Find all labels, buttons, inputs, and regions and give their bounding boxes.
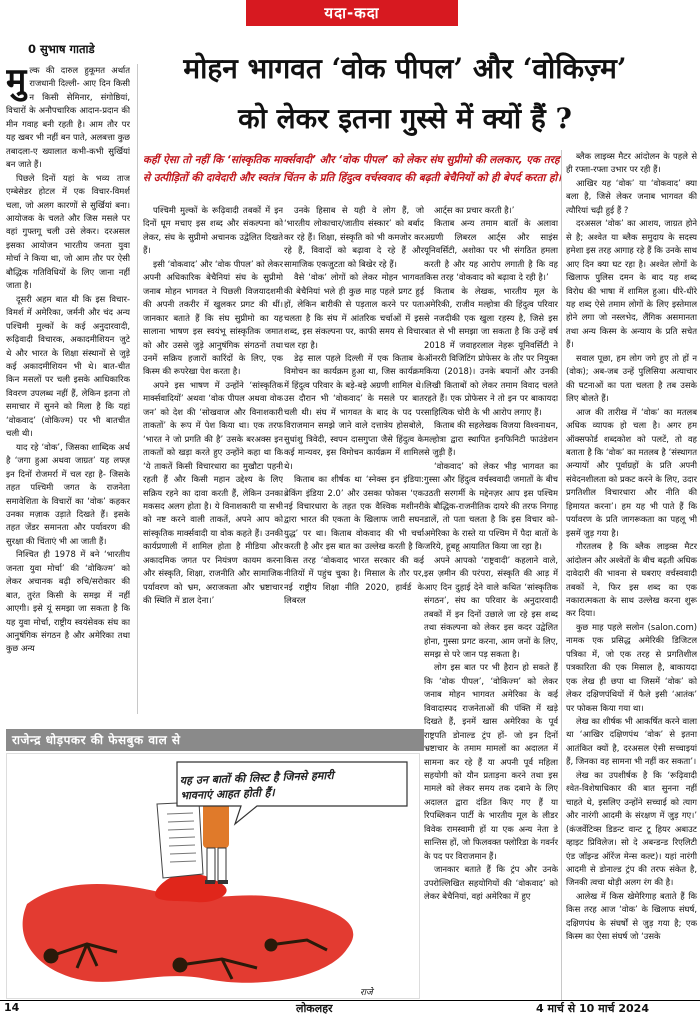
paragraph: किताब की सहलेखक विजया विश्वनाथन, मल्होत्रा द्वारा स्थापित इनफिनिटी फाउंडेशन से जुड़ी हैं। <box>424 420 558 458</box>
paragraph: आलेख में किस खेमेरिगाह बताते हैं कि किस तरह आज ‘वोक’ के खिलाफ संघर्ष, दक्षिणपंथ के संघर्षों से जुड़ गया है; एक किस्म का ऐसा संघर्ष जो ‘उसके <box>566 890 697 942</box>
paragraph: कुछ माह पहले सलोन (salon.com) नामक एक प्रसिद्ध अमेरिकी डिजिटल पत्रिका में, जो एक तरह से प्रगतिशील पत्रकारिता की एक मिसाल है, बाकायदा एक लेख ही छपा था जिसमें ‘वोक’ को लेकर दक्षिणपंथियों में फैले इसी ‘आतंक’ पर फोकस किया गया था। <box>566 621 697 713</box>
headline <box>110 44 700 144</box>
paragraph: अपने आपको ‘राष्ट्रवादी’ कहलाने वाले, इस ज़मीन की परंपरा, संस्कृति की आड़ में आए दिन दुहाई देने वाले कथित ‘सांस्कृतिक संगठन’, संघ का परिवार के अनुदारवादी तबकों में इन दिनों उछाले जा रहे इस शब्द तथा संकल्पना को लेकर इस कदर उद्वेलित होना, गुस्सा प्रगट करना, आम जनों के लिए, समझ से परे जान पड़ सकता है। <box>424 554 558 659</box>
paragraph: जानकार बताते हैं कि ट्रंप और उनके उपरोल्लिखित सहयोगियों की ‘वोकवाद’ को लेकर बेचैनियां, वहां अमेरिका में हुए <box>424 864 558 902</box>
paragraph: आज की तारीख में ‘वोक’ का मतलब अधिक व्यापक हो चला है। अगर हम ऑक्सफोर्ड शब्दकोश को पलटें, तो वह बताता है कि ‘वोक’ का मतलब है ‘संस्थागत अन्यायों और पूर्वाग्रहों के प्रति अपनी संवेदनशीलता को प्रकट करने के लिए, उदार प्रगतिशील विचारधारा और नीति की हिमायत करना’। हम यह भी पाते हैं कि पर्यावरण के प्रति जागरूकता का पहलू भी इसमें जुड़ गया है। <box>566 406 697 538</box>
paragraph: लोग इस बात पर भी हैरान हो सकते हैं कि ‘वोक पीपल’, ‘वोकिज्म’ को लेकर जनाब मोहन भागवत अमेरिका के कई विवादास्पद राजनेताओं की पंक्ति में खड़े दिखते हैं, इनमें खास अमेरिका के पूर्व राष्ट्रपति डोनाल्ड ट्रंप हों- जो इन दिनों भ्रष्टाचार के तमाम मामलों का अदालत में सामना कर रहे हैं या अपनी पूर्व महिला सहयोगी को यौन प्रताड़ना करने तथा इस मामले को लेकर समय तक दबाने के लिए अदालत द्वारा दंडित किए गए हैं या रिपब्लिकन पार्टी के भारतीय मूल के लीडर विवेक रामस्वामी हों या एक अन्य नेता डे सान्तिस हों, जो फिलवक्त फ्लोरिडा के गवर्नर के पद पर विराजमान हैं। <box>424 662 558 861</box>
publication-name: लोकलहर <box>296 1002 333 1015</box>
paragraph: इसी ‘वोकवाद’ और ‘वोक पीपल’ को लेकर अपनी अधिकारिक बेचैनियां संघ के सुप्रीमो जनाब मोहन भागवत ने पिछली विजयादशमी की अपनी तकरीर में खुलकर प्रगट की थीं। जानकार बताते हैं कि संघ सुप्रीमो का यह सालाना भाषण इस स्वयंभू सांस्कृतिक जमात को और उससे जुड़े आनुषंगिक संगठनों तथा उनमें सक्रिय हजारों कारिंदों के लिए, एक किस्म की रूपरेखा पेश करता है। <box>143 258 283 377</box>
paragraph: किताब अन्य तमाम बातों के अलावा अग्रणी लिबरल आर्ट्स और साइंस यूनिवर्सिटी, अशोका पर भी संगठित हमला करती है और यह आरोप लगाती है कि वह किस तरह ‘वोकवाद को बढ़ावा दे रही है।’ <box>424 218 558 283</box>
paragraph: आर्ट्स का प्रचार करती है।’ <box>434 205 515 215</box>
paragraph: दरअसल ‘वोक’ का आशय, जाग्रत होने से है; अश्वेत या ब्लैक समुदाय के सदस्य हमेशा इस तरह आगाह रहे हैं कि उनके साथ आए दिन क्या घट रहा है। अश्वेत लोगों के खिलाफ पुलिस दमन के बाद यह शब्द विरोध की भाषा में शामिल हुआ। धीरे-धीरे यह शब्द ऐसे तमाम लोगों के लिए इस्तेमाल होने लगा जो नस्लभेद, लैंगिक असमानता तथा अन्य किस्म के अन्याय के प्रति सचेत हैं। <box>566 218 697 350</box>
deck-text: कहीं ऐसा तो नहीं कि ‘सांस्कृतिक मार्क्सवादी’ और ‘वोक पीपल’ को लेकर संघ सुप्रीमो की ललकार, एक तरह से उत्पीड़ितों की दावेदारी और स्वतंत्र चिंतन के प्रति हिंदुत्व वर्चस्ववाद की बढ़ती बेचैनियों को ही बेपर्द करता हो। <box>143 154 562 184</box>
paragraph: याद रहे ‘वोक’, जिसका शाब्दिक अर्थ है ‘जगा हुआ अथवा जाग्रत’ यह लफ्ज़ इन दिनों रोजमर्रा में चल रहा है- जिसके तहत पश्चिमी जगत के राजनेता समावेशिता के विचारों का ‘वोक’ कहकर उनका मज़ाक उड़ाते दिखते हैं। इसके तहत जेंडर समानता और पर्यावरण की सुरक्षा की चिंताएं भी आ जाती हैं। <box>6 441 130 546</box>
paragraph: पश्चिमी मुल्कों के रूढ़िवादी तबकों में इन दिनों धूम मचाए इस शब्द और संकल्पना को लेकर, संघ के सुप्रीमो अचानक उद्वेलित दिखते हैं। <box>143 205 283 256</box>
cartoon-speech-text: यह उन बातों की लिस्ट है जिनसे हमारी भावनाएं आहत होती हैं। <box>179 768 334 803</box>
scroll-list <box>157 802 203 878</box>
paragraph: उनके हिसाब से यही वे लोग हैं, जो ‘भारतीय लोकाचार/जातीय संस्कार’ को बर्बाद कर रहे हैं। शिक्षा, संस्कृति को भी कमजोर कर रहे हैं, विवादों को बढ़ावा दे रहे हैं और सामाजिक एकजुटता को बिखेर रहे हैं। <box>284 205 424 269</box>
article-column-2 <box>143 204 283 714</box>
paragraph: लेख का उपशीर्षक है कि ‘रूढ़िवादी श्वेत-विशेषाधिकार की बात सुनना नहीं चाहते थे, इसलिए उन्होंने सच्चाई को त्याग और नारंगी आदमी के संरक्षण में जुड़ गए।’ (कंजर्वेटिव्स डिडन्ट वान्ट टू हियर अबाउट व्हाइट प्रिविलेज। सो दे अबन्डन्ड रिएलिटी एंड जॉइन्ड ऑरेंज मेन्स कल्ट)। यहां नारंगी आदमी से डोनाल्ड ट्रंप की तरफ संकेत है, जिनकी त्वचा थोड़ी अलग रंग की है। <box>566 769 697 888</box>
drop-cap: मु <box>6 64 27 101</box>
paragraph: पिछले दिनों यहां के भव्य ताज एम्बेसेडर होटल में एक विचार-विमर्श चला, जो अलग कारणों से सुर्खियां बना। आयोजक के चलते और जिस मसले पर वहां गुफ्तगू चली उसे लेकर। दरअसल इसका आयोजन भारतीय जनता युवा मोर्चा ने किया था, जो आम तौर पर ऐसी बौद्धिक गतिविधियों के लिए जाना नहीं जाता है। <box>6 172 130 291</box>
column-divider <box>561 150 562 1000</box>
author-byline: 0 सुभाष गाताडे <box>28 42 95 56</box>
paragraph: ब्लैक लाइव्स मैटर आंदोलन के पहले से ही रफ्ता-रफ्ता उभार पर रही हैं। <box>566 151 697 175</box>
paragraph: आखिर यह ‘वोक’ या ‘वोकवाद’ क्या बला है, जिसे लेकर जनाब भागवत की त्यौरियां चढ़ी हुई हैं ? <box>566 177 697 215</box>
article-column-4 <box>424 204 558 1012</box>
headline-line-2: को लेकर इतना गुस्से में क्यों हैं ? <box>238 102 572 135</box>
paragraph: ल्क की दारुल हुकूमत अर्थात राजधानी दिल्ली- आए दिन किसी न किसी सेमिनार, संगोष्ठियां, विचारों के अनौपचारिक आदान-प्रदान की मीन गवाह बनी रहती है। आम तौर पर यह खबर भी नहीं बन पाते, अलबत्ता कुछ तबादला-ए ख्यालात कभी-कभी सुर्खियां बन जाते हैं। <box>6 65 130 170</box>
paragraph: गौरतलब है कि ब्लैक लाइव्स मैटर आंदोलन और अश्वेतों के बीच बढ़ती अधिक दावेदारी की भावना से घबराए वर्चस्ववादी तबकों ने, फिर इस शब्द का एक नकारात्मकता के साथ उल्लेख करना शुरू कर दिया। <box>566 541 697 619</box>
paragraph: लेख का शीर्षक भी आकर्षित करने वाला था ‘आखिर दक्षिणपंथ ‘वोक’ से इतना आतंकित क्यों है, दरअसल ऐसी सच्चाइयां हैं, जिनका वह सामना भी नहीं कर सकता’। <box>566 716 697 767</box>
article-column-5 <box>566 150 697 1012</box>
paragraph: डेढ़ साल पहले दिल्ली में एक किताब के विमोचन का कार्यक्रम हुआ था, जिस कार्यक्रम में हिंदुत्व परिवार के बड़े-बड़े अग्रणी शामिल थे। उस दौरान भी ‘वोकवाद’ के मसले पर बात चली थी। संघ में भागवत के बाद के पद पर विराजमान समझे जाने वाले दत्तात्रेय होसबोले, सुधांशु त्रिवेदी, स्वपन दासगुप्ता जैसे हिंदुत्व के कई मान्यवर, इस विमोचन कार्यक्रम में शामिल थे। <box>284 352 424 471</box>
cartoonist-signature: राजे <box>360 988 373 998</box>
article-column-1 <box>6 64 130 714</box>
paragraph: किताब के लेखक, भारतीय मूल के अमेरिकी, राजीव मल्होत्रा की हिंदुत्व परिवार से नजदीकी एक खुला रहस्य है, जिसे इस बात से भी समझा जा सकता है कि उन्हें वर्ष 2018 में जवाहरलाल नेहरू यूनिवर्सिटी ने ऑनररी विजिटिंग प्रोफेसर के तौर पर नियुक्त किया (2018)। उनके बयानों और उनकी लिखी किताबों को लेकर तमाम विवाद चलते रहते हैं। एक प्रोफेसर ने तो इन पर बाकायदा साहित्यिक चोरी के भी आरोप लगाए हैं। <box>424 285 558 417</box>
paragraph: अपने इस भाषण में उन्होंने ‘सांस्कृतिक मार्क्सवादियों’ अथवा ‘वोक पीपल अथवा वोक जन’ को देश की ‘सोखवाज और विनाशकारी ताकतों’ के रूप में पेश किया था। एक तरफ ‘भारत ने जो प्रगति की है’ उसके बरअक्स इन ताकतों को खड़ा करते हुए उन्होंने कहा था कि ‘ये ताकतें किसी विचारधारा का मुखौटा पहनी रहती हैं और किसी महान उद्देश्य के लिए सक्रिय रहने का दावा करती हैं, लेकिन उनका मकसद अलग होता है। ये विनाशकारी या सभी को नष्ट करने वाली ताकतें, अपने आप को सांस्कृतिक मार्क्सवादी या वोक कहते हैं। उनकी कार्यप्रणाली में शामिल होता है मीडिया और अकादमिक जगत पर नियंत्रण कायम करना और संस्कृति, शिक्षा, राजनीति और सामाजिक पर्यावरण को भ्रम, अराजकता और भ्रष्टाचार की स्थिति में डाल देना।’ <box>143 379 283 606</box>
paragraph: निश्चित ही 1978 में बने ‘भारतीय जनता युवा मोर्चा’ की ‘वोकिज्म’ को लेकर अचानक बढ़ी रुचि/सरोकार की बात, तुरंत किसी के समझ में नहीं आएगी। इसे यूं समझा जा सकता है कि यह युवा मोर्चा, राष्ट्रीय स्वयंसेवक संघ का आनुषंगिक संगठन है और अमेरिका तथा कुछ अन्य <box>6 549 130 654</box>
article-column-3 <box>284 204 424 714</box>
paragraph: ‘वोकवाद’ को लेकर भीड़ भागवत का गुस्सा और हिंदुत्व वर्चस्ववादी जमातों के बीच उठती सरगर्मी के मद्देनज़र आप इस पश्चिम के बौद्धिक-राजनीतिक दायरे की तरफ निगाह डालें, तो पता चलता है कि इस विचार को- अमेरिका के रास्ते या पश्चिम में पैदा बातों के जरिये, हूबहू आयातित किया जा रहा है। <box>424 460 558 552</box>
paragraph: किताब का शीर्षक था ‘स्नेक्स इन इंडिया: ब्रेकिंग इंडिया 2.0’ और उसका फोकस ‘एक नई विचारधारा के तहत एक वैश्विक मशीनरी द्वारा भारत की एकता के खिलाफ जारी सघन युद्ध’ पर था। किताब वोकवाद की भी चर्चा करती है और इस बात का उल्लेख करती है कि किस तरह ‘वोकवाद भारत सरकार की कई नीतियों में पहुंच चुका है। मिसाल के तौर पर, नई राष्ट्रीय शिक्षा नीति 2020, हार्वर्ड के लिबरल <box>284 474 424 606</box>
paragraph: सवाल पूछा, हम लोग जगे हुए तो हों न (वोक); अब-जब उन्हें पुलिसिया अत्याचार की घटनाओं का पता चलता है तब उसके लिए बोलते हैं। <box>566 352 697 404</box>
issue-date: 4 मार्च से 10 मार्च 2024 <box>536 1002 649 1015</box>
cartoon-heading: राजेन्द्र धोड़पकर की फेसबुक वाल से <box>6 729 424 751</box>
column-divider <box>137 64 138 714</box>
page-number: 14 <box>4 1001 20 1014</box>
paragraph: दूसरी अहम बात थी कि इस विचार-विमर्श में अमेरिका, जर्मनी और चंद अन्य पश्चिमी मुल्कों के कई अनुदारवादी, रूढ़िवादी विचारक, अकादमीशियन जुटे थे और भारत के शिक्षा संस्थानों से जुड़े कई अकादमीशियन भी थे। बात-चीत किन मसलों पर चली इसके आधिकारिक विवरण उपलब्ध नहीं हैं, लेकिन इतना तो समाचार में सुनने को मिला है कि यहां ‘वोकवाद’ (वोकिज्म) पर भी बातचीत चली थी। <box>6 293 130 439</box>
headline-line-1: मोहन भागवत ‘वोक पीपल’ और ‘वोकिज़्म’ <box>183 52 627 85</box>
paragraph: वैसे ‘वोक’ लोगों को लेकर मोहन भागवत की बेचैनियां भले ही कुछ माह पहले प्रगट हुई हों, लेकिन बारीकी से पड़ताल करने पर पता चलता है कि संघ में आंतरिक चर्चाओं में इस शब्द, इस संकल्पना पर, काफी समय से विचार चल रहा है। <box>284 272 424 350</box>
section-banner: यदा-कदा <box>246 0 458 26</box>
